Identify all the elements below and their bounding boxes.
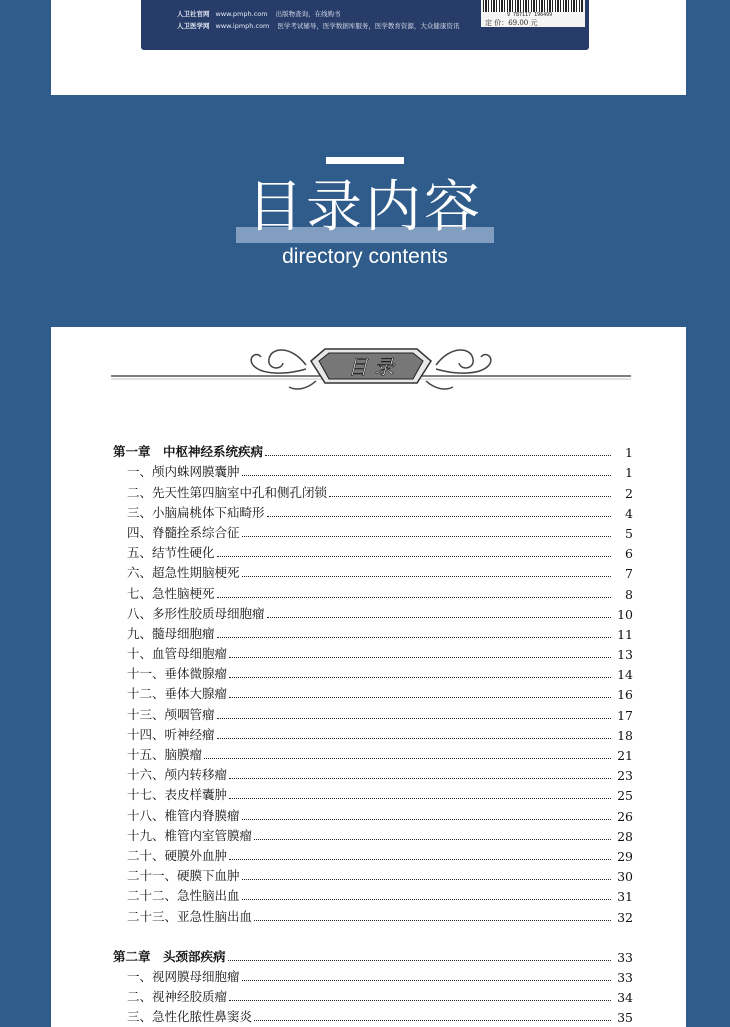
toc-page-number: 25 xyxy=(617,788,633,804)
toc-chapter-entry[interactable] xyxy=(113,440,633,460)
toc-entry-label: 二十二、急性脑出血 xyxy=(127,888,240,904)
toc-dot-leader xyxy=(228,960,611,961)
toc-dot-leader xyxy=(217,637,611,638)
toc-section-entry[interactable] xyxy=(113,682,633,702)
toc-entry-label: 十七、表皮样囊肿 xyxy=(127,787,228,803)
toc-section-entry[interactable] xyxy=(113,1005,633,1025)
toc-section-entry[interactable] xyxy=(113,884,633,904)
toc-dot-leader xyxy=(229,697,611,698)
toc-dot-leader xyxy=(242,899,611,900)
toc-entry-label: 六、超急性期脑梗死 xyxy=(127,565,240,581)
toc-entry-label: 二、视神经胶质瘤 xyxy=(127,989,228,1005)
toc-dot-leader xyxy=(254,839,611,840)
toc-dot-leader xyxy=(254,920,611,921)
toc-dot-leader xyxy=(242,879,611,880)
toc-page-number: 23 xyxy=(617,768,633,784)
right-scroll-ornament-icon xyxy=(426,350,491,389)
toc-page-number: 4 xyxy=(625,505,633,521)
toc-entry-label: 十二、垂体大腺瘤 xyxy=(127,686,228,702)
toc-entry-label: 四、脊髓拴系综合征 xyxy=(127,524,240,540)
publisher-line-2 xyxy=(177,21,459,30)
toc-dot-leader xyxy=(217,597,611,598)
toc-emblem xyxy=(111,335,631,395)
toc-dot-leader xyxy=(242,475,611,476)
toc-page-number: 29 xyxy=(617,848,633,864)
toc-page xyxy=(51,327,686,1027)
publisher-site-name: 人卫医学网 xyxy=(177,22,210,30)
toc-page-number: 1 xyxy=(625,445,633,461)
toc-section-entry[interactable] xyxy=(113,521,633,541)
toc-dot-leader xyxy=(242,819,611,820)
toc-page-number: 35 xyxy=(617,1010,633,1026)
toc-page-number: 8 xyxy=(625,586,633,602)
toc-entry-label: 五、结节性硬化 xyxy=(127,545,215,561)
toc-section-entry[interactable] xyxy=(113,743,633,763)
publisher-desc: 医学考试辅导，医学数据库服务，医学教育资源，大众健康资讯 xyxy=(277,22,460,30)
toc-section-entry[interactable] xyxy=(113,824,633,844)
toc-page-number: 1 xyxy=(625,465,633,481)
toc-dot-leader xyxy=(267,617,611,618)
toc-dot-leader xyxy=(229,798,611,799)
toc-section-entry[interactable] xyxy=(113,864,633,884)
toc-entry-label: 一、颅内蛛网膜囊肿 xyxy=(127,464,240,480)
toc-dot-leader xyxy=(254,1020,611,1021)
toc-section-entry[interactable] xyxy=(113,965,633,985)
toc-dot-leader xyxy=(204,758,611,759)
toc-entry-label: 二十、硬膜外血肿 xyxy=(127,847,228,863)
toc-page-number: 16 xyxy=(617,687,633,703)
toc-entry-label: 九、髓母细胞瘤 xyxy=(127,625,215,641)
toc-entry-label: 二十一、硬膜下血肿 xyxy=(127,868,240,884)
toc-section-entry[interactable] xyxy=(113,723,633,743)
toc-section-entry[interactable] xyxy=(113,783,633,803)
toc-page-number: 13 xyxy=(617,647,633,663)
toc-section-entry[interactable] xyxy=(113,844,633,864)
toc-section-entry[interactable] xyxy=(113,460,633,480)
toc-entry-label: 十八、椎管内脊膜瘤 xyxy=(127,807,240,823)
toc-page-number: 26 xyxy=(617,808,633,824)
table-of-contents xyxy=(113,440,633,1025)
toc-entry-label: 十四、听神经瘤 xyxy=(127,726,215,742)
publisher-desc: 出版物查询，在线购书 xyxy=(275,10,341,18)
toc-entry-label: 十一、垂体微腺瘤 xyxy=(127,666,228,682)
toc-page-number: 11 xyxy=(617,626,633,642)
book-price: 定 价：69.00 元 xyxy=(485,19,538,27)
toc-page-number: 5 xyxy=(625,525,633,541)
toc-section-entry[interactable] xyxy=(113,642,633,662)
toc-entry-label: 一、视网膜母细胞瘤 xyxy=(127,968,240,984)
left-scroll-ornament-icon xyxy=(251,350,316,389)
toc-entry-label: 十、血管母细胞瘤 xyxy=(127,646,228,662)
toc-dot-leader xyxy=(229,677,611,678)
publisher-site-name: 人卫社官网 xyxy=(177,10,210,18)
toc-dot-leader xyxy=(242,576,611,577)
toc-section-entry[interactable] xyxy=(113,662,633,682)
toc-section-entry[interactable] xyxy=(113,803,633,823)
page-subtitle: directory contents xyxy=(282,245,448,268)
toc-page-number: 2 xyxy=(625,485,633,501)
toc-section-entry[interactable] xyxy=(113,541,633,561)
toc-page-number: 33 xyxy=(617,949,633,965)
page-title: 目录内容 xyxy=(247,175,483,240)
toc-page-number: 32 xyxy=(617,909,633,925)
toc-page-number: 10 xyxy=(617,606,633,622)
toc-section-entry[interactable] xyxy=(113,602,633,622)
toc-page-number: 7 xyxy=(625,566,633,582)
toc-page-number: 14 xyxy=(617,667,633,683)
toc-section-entry[interactable] xyxy=(113,622,633,642)
toc-section-entry[interactable] xyxy=(113,702,633,722)
toc-page-number: 33 xyxy=(617,969,633,985)
toc-section-entry[interactable] xyxy=(113,501,633,521)
toc-dot-leader xyxy=(229,657,611,658)
toc-entry-label: 二、先天性第四脑室中孔和侧孔闭锁 xyxy=(127,484,328,500)
toc-section-entry[interactable] xyxy=(113,985,633,1005)
publisher-url: www.pmph.com xyxy=(215,10,268,18)
toc-entry-label: 三、急性化脓性鼻窦炎 xyxy=(127,1009,253,1025)
toc-page-number: 34 xyxy=(617,990,633,1006)
toc-entry-label: 七、急性脑梗死 xyxy=(127,585,215,601)
toc-dot-leader xyxy=(329,496,611,497)
heading-title-wrap xyxy=(0,172,730,244)
toc-page-number: 18 xyxy=(617,727,633,743)
toc-section-entry[interactable] xyxy=(113,480,633,500)
toc-dot-leader xyxy=(217,738,611,739)
barcode-icon xyxy=(483,0,583,12)
barcode-number: 9 787117 196499 xyxy=(507,12,553,18)
toc-dot-leader xyxy=(265,455,611,456)
toc-entry-label: 第一章 中枢神经系统疾病 xyxy=(113,444,264,460)
toc-entry-label: 二十三、亚急性脑出血 xyxy=(127,908,253,924)
toc-section-entry[interactable] xyxy=(113,581,633,601)
book-back-cover-card xyxy=(51,0,686,95)
toc-chapter-entry[interactable] xyxy=(113,945,633,965)
publisher-url: www.ipmph.com xyxy=(215,22,270,30)
toc-entry-label: 三、小脑扁桃体下疝畸形 xyxy=(127,504,265,520)
toc-page-number: 6 xyxy=(625,546,633,562)
toc-dot-leader xyxy=(267,516,611,517)
toc-section-entry[interactable] xyxy=(113,561,633,581)
toc-dot-leader xyxy=(217,556,611,557)
toc-page-number: 28 xyxy=(617,828,633,844)
emblem-label: 目 录 xyxy=(347,355,395,379)
toc-page-number: 31 xyxy=(617,889,633,905)
barcode-area xyxy=(481,0,585,27)
book-back-cover xyxy=(141,0,589,50)
heading-dash-decoration xyxy=(326,157,404,164)
toc-entry-label: 十三、颅咽管瘤 xyxy=(127,706,215,722)
toc-entry-label: 十九、椎管内室管膜瘤 xyxy=(127,827,253,843)
toc-entry-label: 八、多形性胶质母细胞瘤 xyxy=(127,605,265,621)
toc-entry-label: 第二章 头颈部疾病 xyxy=(113,948,226,964)
toc-dot-leader xyxy=(242,980,611,981)
toc-dot-leader xyxy=(229,1000,611,1001)
chapter-gap xyxy=(113,925,633,945)
toc-entry-label: 十六、颅内转移瘤 xyxy=(127,767,228,783)
toc-page-number: 30 xyxy=(617,869,633,885)
publisher-line-1 xyxy=(177,9,341,18)
toc-dot-leader xyxy=(217,718,611,719)
toc-section-entry[interactable] xyxy=(113,904,633,924)
toc-page-number: 17 xyxy=(617,707,633,723)
toc-dot-leader xyxy=(229,859,611,860)
toc-dot-leader xyxy=(242,536,611,537)
toc-section-entry[interactable] xyxy=(113,763,633,783)
toc-page-number: 21 xyxy=(617,748,633,763)
toc-entry-label: 十五、脑膜瘤 xyxy=(127,747,203,762)
toc-dot-leader xyxy=(229,778,611,779)
